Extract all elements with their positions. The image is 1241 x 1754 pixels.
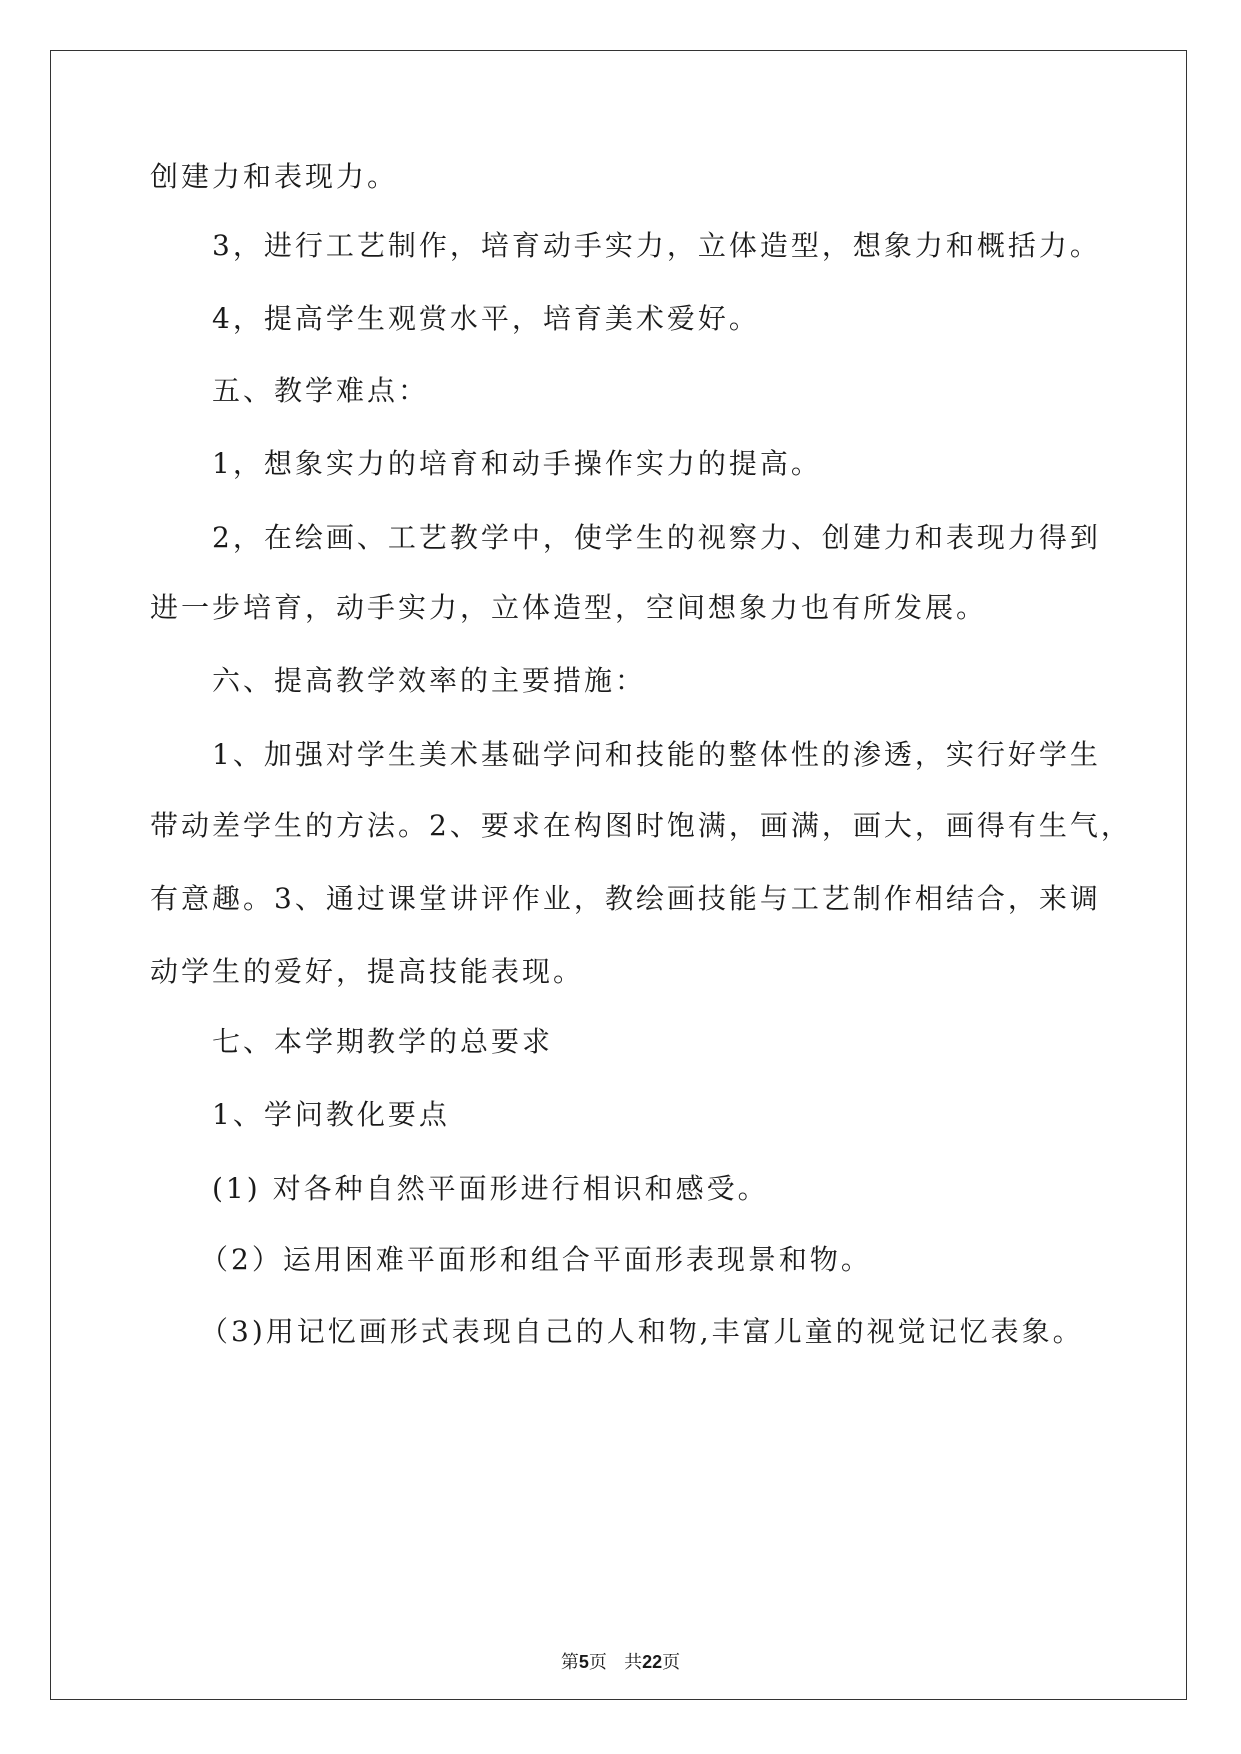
section-heading-7: 七、本学期教学的总要求 — [212, 1025, 554, 1058]
list-item-2: （2）运用困难平面形和组合平面形表现景和物。 — [200, 1243, 872, 1276]
text-line-2: 3，进行工艺制作，培育动手实力，立体造型，想象力和概括力。 — [212, 229, 1101, 262]
footer-middle: 页 共 — [588, 1652, 643, 1673]
text-line-6: 2，在绘画、工艺教学中，使学生的视察力、创建力和表现力得到 — [212, 521, 1101, 554]
list-item-3: （3)用记忆画形式表现自己的人和物,丰富儿童的视觉记忆表象。 — [200, 1315, 1084, 1348]
page-footer — [0, 1650, 1241, 1675]
text-line-3: 4，提高学生观赏水平，培育美术爱好。 — [212, 302, 760, 335]
text-line-9: 1、加强对学生美术基础学问和技能的整体性的渗透，实行好学生 — [212, 738, 1101, 771]
text-line-12: 动学生的爱好，提高技能表现。 — [150, 955, 585, 988]
footer-prefix: 第 — [560, 1652, 579, 1673]
footer-suffix: 页 — [662, 1652, 681, 1673]
section-heading-5: 五、教学难点： — [212, 374, 430, 407]
text-line-5: 1，想象实力的培育和动手操作实力的提高。 — [212, 447, 822, 480]
text-line-7: 进一步培育，动手实力，立体造型，空间想象力也有所发展。 — [150, 591, 988, 624]
list-item-1: (1) 对各种自然平面形进行相识和感受。 — [212, 1172, 769, 1205]
page-border — [50, 50, 1187, 1700]
text-line-1: 创建力和表现力。 — [150, 160, 399, 193]
current-page-number: 5 — [578, 1652, 589, 1672]
text-line-10: 带动差学生的方法。2、要求在构图时饱满，画满，画大，画得有生气， — [150, 809, 1132, 842]
text-line-11: 有意趣。3、通过课堂讲评作业，教绘画技能与工艺制作相结合，来调 — [150, 882, 1101, 915]
section-heading-6: 六、提高教学效率的主要措施： — [212, 664, 647, 697]
sub-heading-1: 1、学问教化要点 — [212, 1098, 450, 1131]
total-page-number: 22 — [642, 1652, 663, 1672]
